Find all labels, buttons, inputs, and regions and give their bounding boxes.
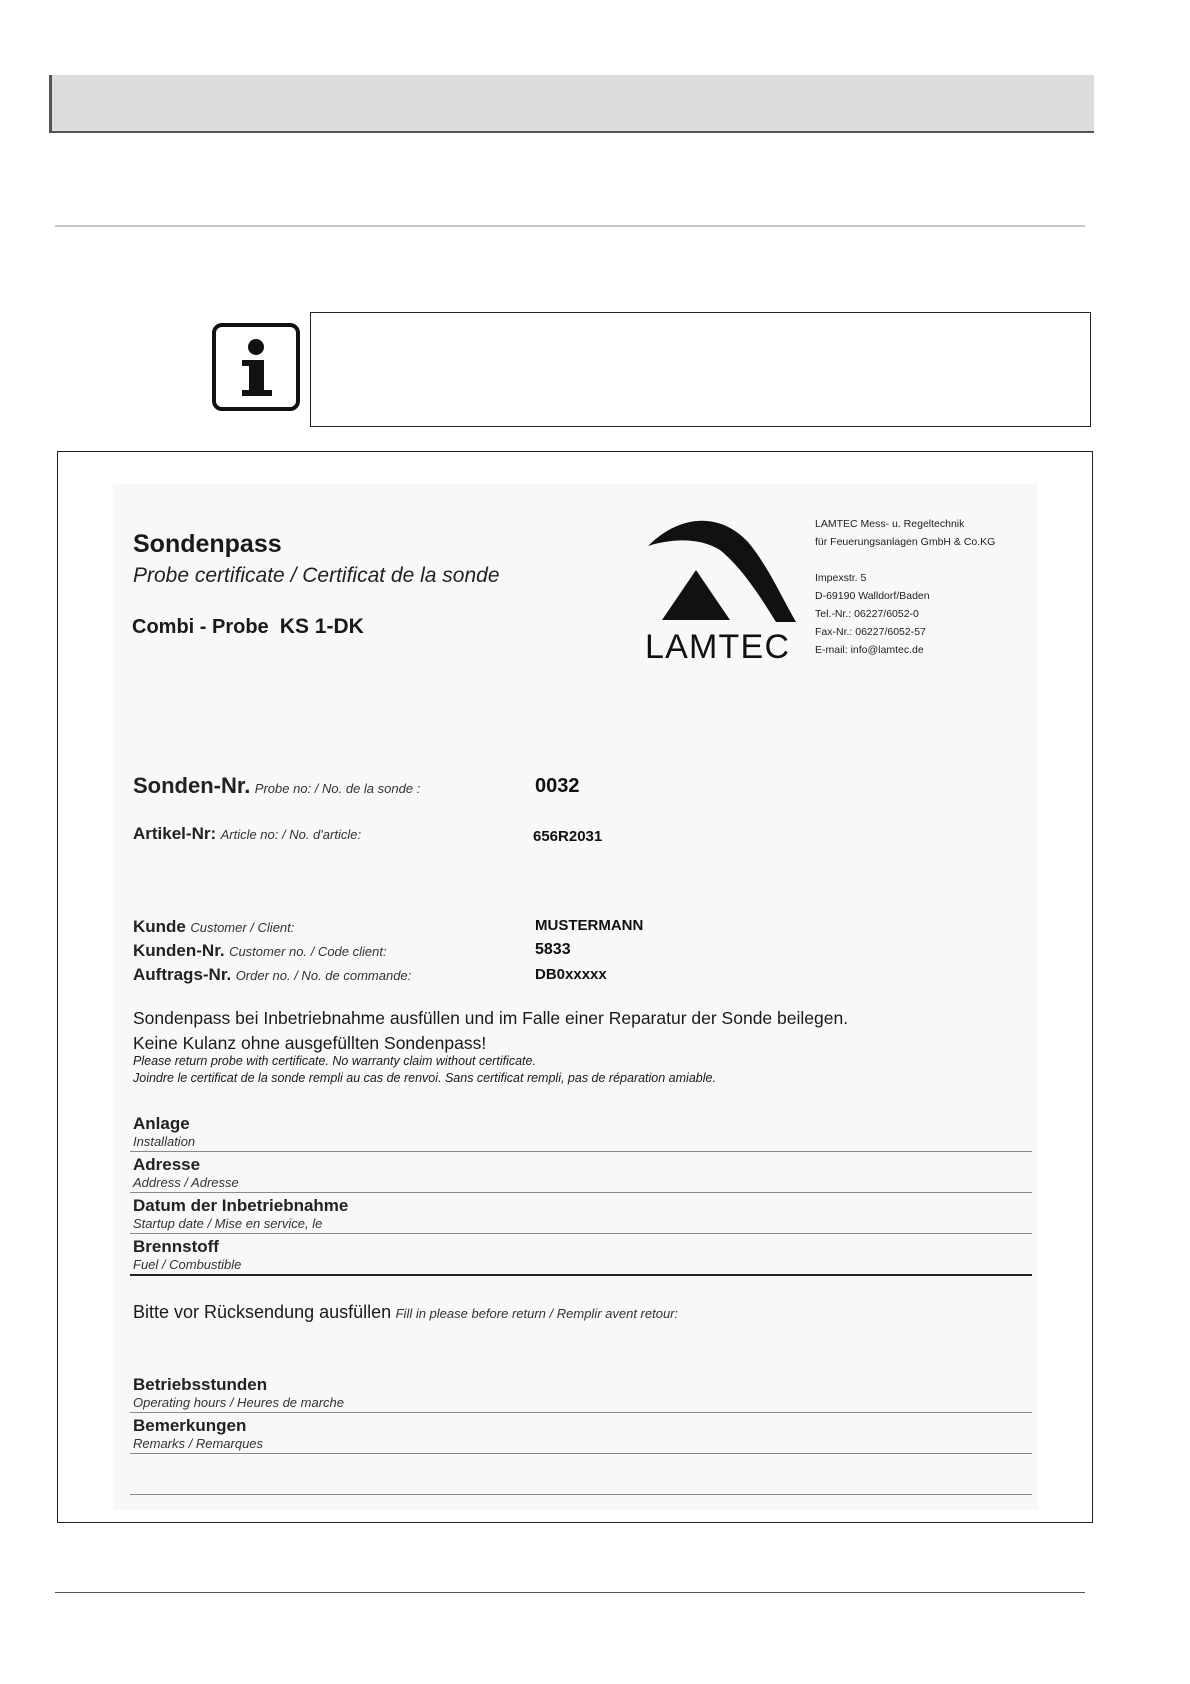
company-line: D-69190 Walldorf/Baden — [815, 590, 930, 602]
certificate-title: Sondenpass — [133, 530, 282, 558]
field-fuel-sublabel: Fuel / Combustible — [133, 1257, 242, 1272]
bottom-divider — [55, 1592, 1085, 1593]
field-installation-label: Anlage — [133, 1114, 190, 1133]
field-operating-hours-label: Betriebsstunden — [133, 1375, 268, 1394]
customer-label: Kunde Customer / Client: — [133, 917, 295, 936]
field-operating-hours-sublabel: Operating hours / Heures de marche — [133, 1395, 344, 1410]
customer-value: MUSTERMANN — [535, 917, 644, 934]
probe-no-value: 0032 — [535, 775, 580, 797]
field-line-thick — [130, 1274, 1032, 1276]
field-remarks-label: Bemerkungen — [133, 1416, 247, 1435]
company-line: LAMTEC Mess- u. Regeltechnik — [815, 518, 965, 530]
customer-no-label: Kunden-Nr. Customer no. / Code client: — [133, 941, 387, 960]
info-note-box — [310, 312, 1091, 427]
section-header-bar — [49, 75, 1094, 133]
company-line: E-mail: info@lamtec.de — [815, 644, 924, 656]
order-no-value: DB0xxxxx — [535, 966, 607, 983]
field-line — [130, 1233, 1032, 1234]
field-startup-date-sublabel: Startup date / Mise en service, le — [133, 1216, 323, 1231]
notice-de-line-1: Sondenpass bei Inbetriebnahme ausfüllen und im Falle einer Reparatur der Sonde beilegen. — [133, 1008, 849, 1028]
company-line: Fax-Nr.: 06227/6052-57 — [815, 626, 926, 638]
article-no-label: Artikel-Nr: Article no: / No. d'article: — [133, 824, 362, 843]
company-line: Impexstr. 5 — [815, 572, 867, 584]
top-divider — [55, 225, 1085, 227]
field-fuel-label: Brennstoff — [133, 1237, 219, 1256]
notice-de-line-2: Keine Kulanz ohne ausgefüllten Sondenpass! — [133, 1033, 487, 1053]
company-address — [815, 515, 995, 659]
order-no-label: Auftrags-Nr. Order no. / No. de commande: — [133, 965, 412, 984]
customer-no-value: 5833 — [535, 941, 571, 958]
company-line: für Feuerungsanlagen GmbH & Co.KG — [815, 536, 996, 548]
product-model: KS 1-DK — [279, 615, 364, 638]
field-startup-date-label: Datum der Inbetriebnahme — [133, 1196, 349, 1215]
notice-fr: Joindre le certificat de la sonde rempli au cas de renvoi. Sans certificat rempli, pas de réparation amiable. — [133, 1071, 716, 1085]
article-no-value: 656R2031 — [533, 828, 603, 845]
field-remarks-sublabel: Remarks / Remarques — [133, 1436, 264, 1451]
field-line — [130, 1453, 1032, 1454]
lamtec-logo — [644, 512, 804, 667]
notice-en: Please return probe with certificate. No warranty claim without certificate. — [133, 1054, 536, 1068]
logo-text: LAMTEC — [645, 628, 789, 662]
field-line — [130, 1494, 1032, 1495]
product-label: Combi - Probe — [132, 616, 269, 638]
field-line — [130, 1412, 1032, 1413]
field-address-sublabel: Address / Adresse — [133, 1175, 239, 1190]
field-line — [130, 1151, 1032, 1152]
probe-no-label: Sonden-Nr. Probe no: / No. de la sonde : — [133, 773, 421, 798]
field-address-label: Adresse — [133, 1155, 201, 1174]
field-line — [130, 1192, 1032, 1193]
company-line: Tel.-Nr.: 06227/6052-0 — [815, 608, 919, 620]
product-name — [132, 615, 364, 639]
certificate-subtitle: Probe certificate / Certificat de la sonde — [133, 564, 500, 587]
return-note: Bitte vor Rücksendung ausfüllen Fill in please before return / Remplir avent retour: — [133, 1302, 679, 1322]
info-icon — [212, 323, 300, 411]
field-installation-sublabel: Installation — [133, 1134, 196, 1149]
